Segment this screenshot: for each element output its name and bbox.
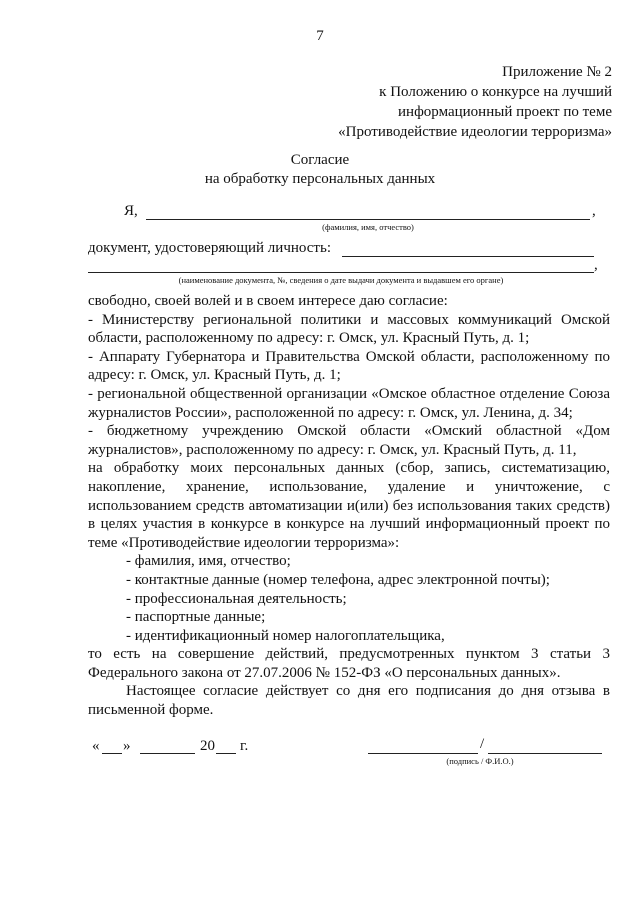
list-item: - паспортные данные; (126, 609, 266, 626)
id-document-label: документ, удостоверяющий личность: (88, 240, 331, 256)
list-item: - профессиональная деятельность; (126, 590, 347, 607)
name-comma: , (592, 203, 596, 219)
signature-hint: (подпись / Ф.И.О.) (446, 756, 514, 766)
id-document-hint: (наименование документа, №, сведения о дате выдачи документа и выдавшем его органе) (178, 275, 504, 285)
list-item: - фамилия, имя, отчество; (126, 553, 291, 570)
page-number: 7 (316, 28, 324, 44)
name-field[interactable] (146, 219, 590, 220)
processing-purpose: на обработку моих персональных данных (сбор, запись, систематизацию, накопление, хранение, использование, удаление и уничтожение, с использованием средств автоматизации и(или) без использования таких средств) в целях участия в конкурсе в конкурсе на лучший информационный проект по теме «Противодействие идеологии терроризма»: (88, 460, 610, 551)
id-document-field[interactable] (342, 256, 594, 257)
date-year-field[interactable] (216, 753, 236, 754)
validity-statement: Настоящее согласие действует со дня его подписания до дня отзыва в письменной форме. (88, 683, 610, 719)
document-title: Согласие (290, 152, 350, 168)
signature-slash: / (480, 736, 485, 752)
name-prefix: Я, (124, 203, 138, 219)
consent-intro: свободно, своей волей и в своем интересе даю согласие: (88, 293, 448, 309)
recipient-governor-office: - Аппарату Губернатора и Правительства Омской области, расположенному по адресу: г. Омск, ул. Красный Путь, д. 1; (88, 348, 610, 384)
document-subtitle: на обработку персональных данных (204, 171, 436, 187)
date-day-field[interactable] (102, 753, 122, 754)
date-close-quote: » (123, 738, 131, 754)
list-item: - идентификационный номер налогоплательщика, (126, 627, 445, 644)
signature-field[interactable] (368, 753, 478, 754)
date-open-quote: « (92, 738, 100, 754)
full-name-field[interactable] (488, 753, 602, 754)
recipient-journalists-union: - региональной общественной организации «Омское областное отделение Союза журналистов России», расположенной по адресу: г. Омск, ул. Ленина, д. 34; (88, 385, 610, 421)
personal-data-list (88, 552, 610, 645)
list-item: - контактные данные (номер телефона, адрес электронной почты); (126, 571, 550, 588)
doc-comma: , (594, 257, 598, 273)
legal-basis: то есть на совершение действий, предусмотренных пунктом 3 статьи 3 Федерального закона от 27.07.2006 № 152-ФЗ «О персональных данных». (88, 646, 610, 681)
appendix-line-2: к Положению о конкурсе на лучший (379, 84, 612, 100)
appendix-line-1: Приложение № 2 (502, 64, 612, 80)
year-prefix: 20 (200, 738, 215, 754)
recipient-ministry: - Министерству региональной политики и массовых коммуникаций Омской области, расположенному по адресу: г. Омск, ул. Красный Путь, д. 1; (88, 311, 610, 347)
recipient-journalists-house: - бюджетному учреждению Омской области «Омский областной «Дом журналистов», расположенному по адресу: г. Омск, ул. Красный Путь, д. 11, (88, 423, 610, 458)
appendix-line-3: информационный проект по теме (398, 104, 612, 120)
year-suffix: г. (240, 738, 249, 754)
consent-body (88, 292, 610, 720)
date-month-field[interactable] (140, 753, 195, 754)
name-hint: (фамилия, имя, отчество) (322, 222, 414, 232)
appendix-block (338, 62, 612, 142)
appendix-line-4: «Противодействие идеологии терроризма» (338, 124, 612, 140)
id-document-details-field[interactable] (88, 272, 594, 273)
